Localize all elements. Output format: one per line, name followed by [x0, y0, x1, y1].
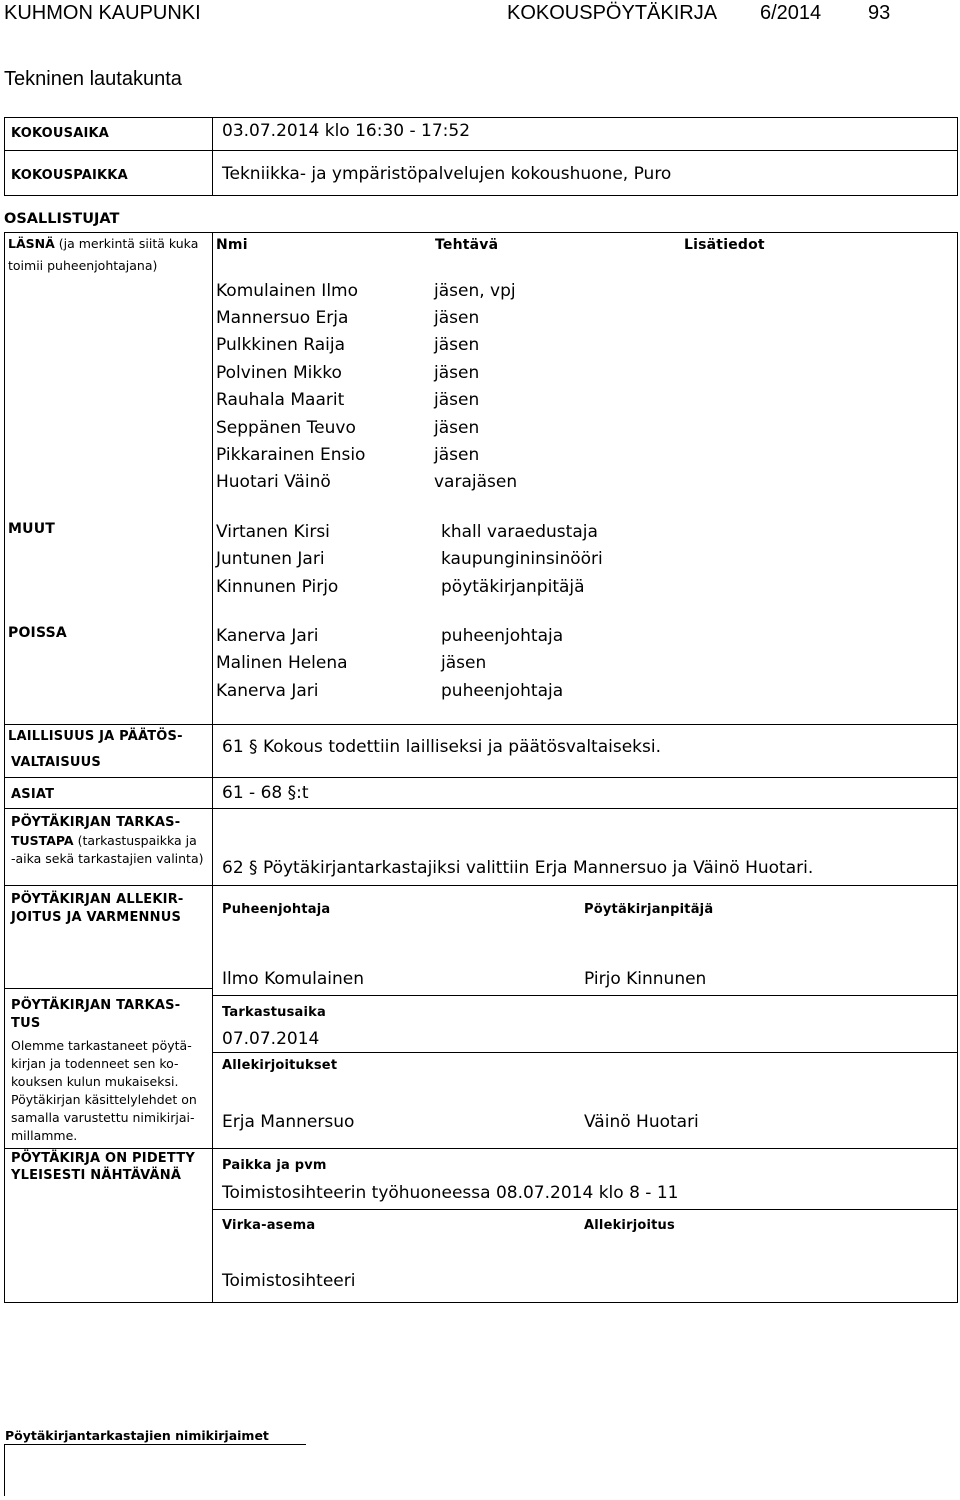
table-column-divider: [212, 232, 213, 1302]
legality-label-line2: VALTAISUUS: [11, 755, 101, 770]
rule: [4, 724, 958, 725]
signature-label: Allekirjoitus: [584, 1218, 675, 1233]
present-name: Pulkkinen Raija: [216, 335, 345, 355]
document-type: KOKOUSPÖYTÄKIRJA: [507, 2, 718, 24]
display-label-line2: YLEISESTI NÄHTÄVÄNÄ: [11, 1168, 182, 1183]
column-divider: [212, 117, 213, 195]
present-name: Pikkarainen Ensio: [216, 445, 366, 465]
rule: [4, 988, 212, 989]
chair-label: Puheenjohtaja: [222, 902, 331, 917]
present-label-bold: LÄSNÄ: [8, 236, 55, 251]
meeting-place-value: Tekniikka- ja ympäristöpalvelujen kokoushuone, Puro: [222, 164, 672, 184]
checking-desc-line: kouksen kulun mukaiseksi.: [11, 1074, 179, 1089]
present-label: [8, 236, 198, 251]
items-text: 61 - 68 §:t: [222, 783, 309, 803]
checking-desc-line: kirjan ja todenneet sen ko-: [11, 1056, 179, 1071]
table-left-border: [4, 232, 5, 1302]
legality-text: 61 § Kokous todettiin lailliseksi ja päätösvaltaiseksi.: [222, 737, 662, 757]
checking-desc-line: samalla varustettu nimikirjai-: [11, 1110, 195, 1125]
inspection-text: 62 § Pöytäkirjantarkastajiksi valittiin Erja Mannersuo ja Väinö Huotari.: [222, 858, 814, 878]
table-right-border: [957, 232, 958, 1302]
present-role: jäsen: [434, 308, 480, 328]
present-label-line2: toimii puheenjohtajana): [8, 258, 158, 273]
inspection-label-rest: (tarkastuspaikka ja: [73, 833, 197, 848]
display-label-line1: PÖYTÄKIRJA ON PIDETTY: [11, 1151, 195, 1166]
absent-role: jäsen: [441, 653, 487, 673]
present-role: varajäsen: [434, 472, 518, 492]
left-border: [4, 117, 5, 195]
absent-name: Kanerva Jari: [216, 626, 319, 646]
position-label: Virka-asema: [222, 1218, 316, 1233]
signer-1: Erja Mannersuo: [222, 1112, 355, 1132]
other-role: kaupungininsinööri: [441, 549, 603, 569]
rule: [4, 195, 958, 196]
rule: [4, 885, 958, 886]
city-name: KUHMON KAUPUNKI: [4, 2, 201, 24]
other-role: khall varaedustaja: [441, 522, 598, 542]
present-name: Polvinen Mikko: [216, 363, 342, 383]
rule: [4, 1148, 958, 1149]
present-role: jäsen, vpj: [434, 281, 516, 301]
absent-role: puheenjohtaja: [441, 626, 564, 646]
rule: [4, 777, 958, 778]
present-role: jäsen: [434, 418, 480, 438]
checking-desc-line: Olemme tarkastaneet pöytä-: [11, 1038, 192, 1053]
other-name: Virtanen Kirsi: [216, 522, 330, 542]
rule: [4, 150, 958, 151]
checking-label-line1: PÖYTÄKIRJAN TARKAS-: [11, 998, 181, 1013]
present-name: Seppänen Teuvo: [216, 418, 356, 438]
rule: [212, 1052, 958, 1053]
column-header-name: Nmi: [216, 237, 248, 253]
absent-label: POISSA: [8, 625, 67, 641]
meeting-time-value: 03.07.2014 klo 16:30 - 17:52: [222, 121, 471, 141]
present-name: Mannersuo Erja: [216, 308, 349, 328]
signatures-label: Allekirjoitukset: [222, 1058, 338, 1073]
right-border: [957, 117, 958, 195]
present-name: Komulainen Ilmo: [216, 281, 359, 301]
present-name: Rauhala Maarit: [216, 390, 345, 410]
page-number: 93: [868, 2, 891, 24]
signing-label-line1: PÖYTÄKIRJAN ALLEKIR-: [11, 892, 184, 907]
checking-desc-line: millamme.: [11, 1128, 78, 1143]
checking-label-line2: TUS: [11, 1016, 41, 1031]
position-value: Toimistosihteeri: [222, 1271, 356, 1291]
display-place-value: Toimistosihteerin työhuoneessa 08.07.2014 klo 8 - 11: [222, 1183, 679, 1203]
inspection-date-value: 07.07.2014: [222, 1029, 320, 1049]
signing-label-line2: JOITUS JA VARMENNUS: [11, 910, 182, 925]
inspection-label-line1: PÖYTÄKIRJAN TARKAS-: [11, 815, 181, 830]
present-label-rest: (ja merkintä siitä kuka: [54, 236, 199, 251]
initials-rule: [4, 1444, 306, 1445]
other-name: Kinnunen Pirjo: [216, 577, 339, 597]
table-top-rule: [4, 232, 958, 233]
absent-name: Malinen Helena: [216, 653, 348, 673]
initials-label: Pöytäkirjantarkastajien nimikirjaimet: [5, 1428, 269, 1443]
display-place-label: Paikka ja pvm: [222, 1158, 327, 1173]
inspection-label-line2: [11, 833, 197, 848]
secretary-name: Pirjo Kinnunen: [584, 969, 707, 989]
signer-2: Väinö Huotari: [584, 1112, 699, 1132]
other-name: Juntunen Jari: [216, 549, 325, 569]
secretary-label: Pöytäkirjanpitäjä: [584, 902, 714, 917]
document-number: 6/2014: [760, 2, 822, 24]
table-bottom-rule: [4, 1302, 958, 1303]
board-name: Tekninen lautakunta: [4, 68, 182, 90]
rule: [212, 1209, 958, 1210]
legality-label-line1: LAILLISUUS JA PÄÄTÖS-: [8, 729, 183, 744]
meeting-place-label: KOKOUSPAIKKA: [11, 168, 128, 183]
rule: [4, 808, 958, 809]
present-role: jäsen: [434, 390, 480, 410]
present-name: Huotari Väinö: [216, 472, 331, 492]
inspection-date-label: Tarkastusaika: [222, 1005, 326, 1020]
rule: [212, 995, 958, 996]
absent-role: puheenjohtaja: [441, 681, 564, 701]
initials-box-left: [4, 1444, 5, 1496]
meeting-time-label: KOKOUSAIKA: [11, 126, 110, 141]
absent-name: Kanerva Jari: [216, 681, 319, 701]
participants-heading: OSALLISTUJAT: [4, 211, 120, 227]
inspection-label-line3: -aika sekä tarkastajien valinta): [11, 851, 204, 866]
other-role: pöytäkirjanpitäjä: [441, 577, 585, 597]
present-role: jäsen: [434, 335, 480, 355]
column-header-role: Tehtävä: [435, 237, 499, 253]
others-label: MUUT: [8, 521, 56, 537]
checking-desc-line: Pöytäkirjan käsittelylehdet on: [11, 1092, 197, 1107]
column-header-info: Lisätiedot: [684, 237, 765, 253]
chair-name: Ilmo Komulainen: [222, 969, 365, 989]
inspection-label-bold: TUSTAPA: [11, 833, 74, 848]
items-label: ASIAT: [11, 787, 55, 802]
present-role: jäsen: [434, 445, 480, 465]
top-rule: [4, 117, 958, 118]
present-role: jäsen: [434, 363, 480, 383]
